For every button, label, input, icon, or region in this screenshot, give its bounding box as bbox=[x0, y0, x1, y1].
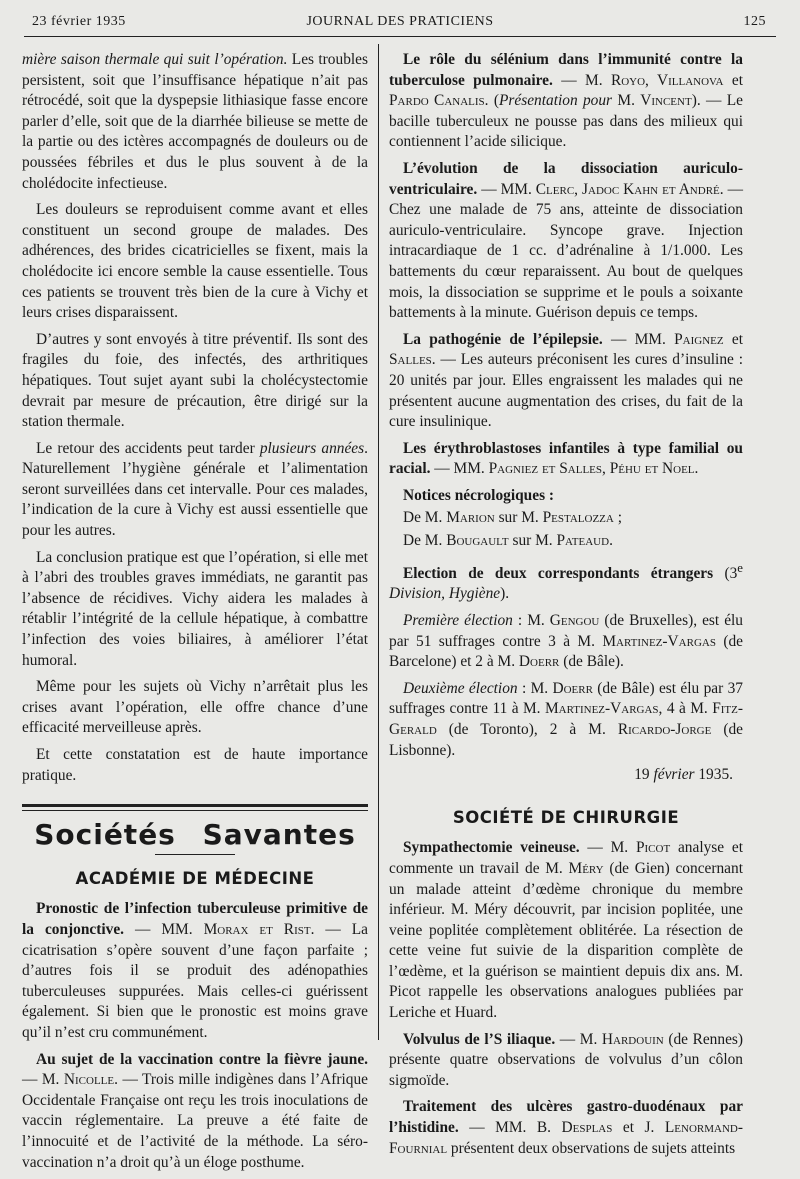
article-title: La pathogénie de l’épilepsie. bbox=[403, 330, 603, 348]
dash: — MM. bbox=[430, 460, 489, 478]
text: (de Lisbonne). bbox=[389, 720, 744, 759]
italic-text: plusieurs années bbox=[259, 439, 365, 457]
date-line bbox=[389, 765, 733, 786]
text: (de Bâle) est élu par 37 suffrages contre 11 à M. bbox=[389, 679, 743, 718]
right-column bbox=[389, 50, 743, 1165]
authors: Desplas bbox=[561, 1119, 613, 1137]
paren: ). bbox=[500, 585, 510, 603]
left-column bbox=[22, 50, 368, 1179]
paragraph-text: Le retour des accidents peut tarder bbox=[36, 439, 260, 457]
dash: — M. bbox=[579, 839, 636, 857]
article-title: Traitement des ulcères gastro-duodénaux par l’histidine. bbox=[389, 1098, 743, 1137]
section-double-rule bbox=[22, 804, 368, 811]
paragraph bbox=[22, 50, 368, 194]
text: 1935. bbox=[694, 766, 733, 784]
authors: Morax et Rist. bbox=[203, 920, 315, 938]
authors: Pateaud bbox=[556, 532, 610, 550]
text: (de Toronto), 2 à M. bbox=[436, 720, 618, 738]
authors: Nicolle. bbox=[63, 1071, 118, 1089]
election-second bbox=[389, 679, 743, 761]
authors: Ricardo-Jorge bbox=[617, 720, 712, 738]
conj: et bbox=[723, 71, 743, 89]
text: : M. bbox=[512, 611, 550, 629]
paren: ). bbox=[691, 92, 701, 110]
italic-text: Division, Hygiène bbox=[389, 585, 501, 603]
article-dissociation bbox=[389, 159, 743, 324]
authors: Bougault bbox=[446, 532, 509, 550]
article-pronostic bbox=[22, 899, 368, 1043]
article-text: présentent deux observations de sujets atteints bbox=[447, 1139, 736, 1157]
paren: (3 bbox=[713, 564, 738, 582]
authors: Martinez-Vargas bbox=[602, 632, 716, 650]
article-text: — Chez une malade de 75 ans, atteinte de dissociation auriculo-ventriculaire. Syncope grave. Injection intracardiaque de 1 cc. d’adrénaline à 1/1.000. Les battements du cœur reparaissent. Au bout de quelques mois, la dissociation se supprime et le pouls a soixante battements à la minute. Guérison depuis ce temps. bbox=[389, 180, 743, 322]
article-title: L’évolution de la dissociation auriculo-ventriculaire. bbox=[389, 159, 743, 198]
text: sur M. bbox=[508, 532, 557, 550]
italic-text: Deuxième élection bbox=[403, 679, 518, 697]
short-rule bbox=[155, 854, 235, 855]
authors: Gengou bbox=[549, 611, 600, 629]
article-title: Le rôle du sélénium dans l’immunité contre la tuberculose pulmonaire. bbox=[389, 51, 743, 89]
authors: Clerc, Jadoc Kahn et André. bbox=[535, 180, 724, 198]
article-erythroblastoses bbox=[389, 439, 743, 480]
paragraph-text: . Naturellement l’hygiène générale et l’alimentation seront surveillées dans cet intervalle. Pour ces malades, l’indication de la cure à Vichy est aussi essentielle que pour les autres. bbox=[22, 439, 368, 540]
academie-title: ACADÉMIE DE MÉDECINE bbox=[75, 868, 315, 888]
paragraph bbox=[22, 439, 368, 542]
article-title: Election de deux correspondants étrangers bbox=[403, 564, 714, 582]
title-m: M. bbox=[612, 92, 641, 110]
article-text: (de Rennes) présente quatre observations de volvulus d’un côlon sigmoïde. bbox=[389, 1030, 744, 1089]
text: (de Bâle). bbox=[559, 653, 624, 671]
authors: Doerr bbox=[552, 679, 593, 697]
authors: Doerr bbox=[518, 653, 560, 671]
notices-block bbox=[389, 486, 743, 552]
article-text: — Les auteurs préconisent les cures d’insuline : 20 unités par jour. Elles engraissent les malades qui ne présentent aucune augmentation des crises, du fait de la cure insulinique. bbox=[389, 351, 743, 431]
paren: ( bbox=[488, 92, 499, 110]
authors: Salles. bbox=[389, 351, 436, 369]
paragraph: Même pour les sujets où Vichy n’arrêtait plus les crises avant l’opération, elle offre chance d’une efficacité merveilleuse après. bbox=[22, 678, 368, 737]
authors: Martinez-Vargas bbox=[544, 700, 659, 718]
text: 19 bbox=[634, 766, 654, 784]
article-vaccination bbox=[22, 1050, 368, 1174]
paragraph-text: Les troubles persistent, soit que l’insuffisance hépatique n’ait pas rétrocédé, soit que la dyspepsie lithiasique fasse encore parler d’elle, soit que de la diarrhée bilieuse se mette de la partie ou des ictères accompagnés de douleurs ou de poussées fébriles et dus le plus souvent à de la cholédocite infectieuse. bbox=[22, 51, 368, 192]
dash: — M. bbox=[22, 1071, 64, 1089]
paragraph: La conclusion pratique est que l’opération, si elle met à l’abri des troubles graves immédiats, ne garantit pas l’absence de récidives. Vichy aidera les malades à rétablir l’intégrité de la cellule hépatique, à combattre l’infection des voies biliaires, à améliorer l’état humoral. bbox=[22, 548, 368, 669]
dash: — MM. bbox=[477, 180, 536, 198]
article-selenium bbox=[389, 50, 743, 153]
header-date: 23 février 1935 bbox=[32, 14, 126, 29]
italic-lead: mière saison thermale qui suit l’opération. bbox=[22, 51, 288, 68]
text: (de Bruxelles), est élu par 51 suffrages contre 3 à M. bbox=[389, 611, 743, 650]
authors: Fitz-Gerald bbox=[389, 700, 743, 738]
text: De M. bbox=[403, 532, 447, 550]
authors: Pestalozza bbox=[542, 509, 614, 527]
article-sympathectomie bbox=[389, 838, 743, 1023]
article-epilepsie bbox=[389, 330, 743, 433]
article-title: Volvulus de l’S iliaque. bbox=[403, 1030, 556, 1048]
dash: — M. bbox=[552, 71, 611, 89]
journal-title: JOURNAL DES PRATICIENS bbox=[306, 14, 494, 29]
dash: — M. bbox=[555, 1030, 602, 1048]
notice-item bbox=[389, 531, 743, 552]
text: , 4 à M. bbox=[658, 700, 713, 718]
dash: — MM. B. bbox=[458, 1119, 562, 1137]
dash: — MM. bbox=[602, 330, 675, 348]
italic-text: février bbox=[653, 766, 695, 784]
text: analyse et commente un travail de M. bbox=[389, 839, 744, 877]
page-header bbox=[24, 10, 776, 36]
authors: Lenormand-Fournial bbox=[389, 1119, 743, 1157]
election-first bbox=[389, 611, 743, 673]
paragraph: Les douleurs se reproduisent comme avant et elles constituent un second groupe de malades. Des adhérences, des brides cicatricielles se fixent, mais la cholédocite ici encore semble la cause essentielle. Tous ces patients se trouvent très bien de la cure à Vichy et leurs crises disparaissent. bbox=[22, 201, 368, 322]
article-ulceres bbox=[389, 1097, 743, 1159]
authors: Hardouin bbox=[601, 1030, 664, 1048]
chirurgie-title: SOCIÉTÉ DE CHIRURGIE bbox=[452, 807, 680, 827]
article-text: — Le bacille tuberculeux ne pousse pas dans des milieux qui contiennent l’acide silicique. bbox=[389, 92, 743, 151]
header-rule bbox=[24, 36, 776, 37]
article-title: Au sujet de la vaccination contre la fièvre jaune. bbox=[36, 1050, 368, 1068]
authors: Royo, Villanova bbox=[610, 71, 724, 89]
text: : M. bbox=[517, 679, 553, 697]
conj: et J. bbox=[612, 1119, 665, 1137]
conj: et bbox=[723, 330, 744, 348]
text: sur M. bbox=[494, 509, 543, 527]
article-volvulus bbox=[389, 1030, 743, 1092]
text: De M. bbox=[403, 509, 447, 527]
authors: Picot bbox=[635, 839, 671, 857]
authors: Vincent bbox=[640, 92, 692, 110]
paragraph: D’autres y sont envoyés à titre préventif. Ils sont des fragiles du foie, des infectés, des arthritiques hépatiques. Tout sujet ayant subi la cholécystectomie devrait par mesure de précaution, être dirigé sur la station thermale. bbox=[22, 330, 368, 431]
article-title: Les érythroblastoses infantiles à type familial ou racial. bbox=[389, 439, 743, 478]
column-divider bbox=[378, 44, 379, 1040]
spacer bbox=[389, 786, 743, 808]
article-title: Sympathectomie veineuse. bbox=[403, 839, 580, 857]
dash: — MM. bbox=[124, 920, 204, 938]
text: (de Barcelone) et 2 à M. bbox=[389, 632, 744, 671]
article-text: (de Gien) concernant un malade atteint d’œdème chronique du membre inférieur. M. Méry découvrit, par incision poplitée, une veine poplitée complètement oblitérée. La résection de cette veine fut suivie de la disparition complète de l’œdème, et la guérison se maintient depuis dix ans. M. Picot rappelle les observations analogues publiées par Leriche et Huard. bbox=[389, 859, 743, 1022]
paragraph: Et cette constatation est de haute importance pratique. bbox=[22, 746, 368, 784]
notices-title: Notices nécrologiques : bbox=[403, 486, 555, 504]
text: ; bbox=[613, 509, 622, 527]
authors: Paignez bbox=[674, 330, 724, 348]
authors: Pardo Canalis. bbox=[389, 92, 489, 110]
notice-item bbox=[389, 508, 743, 529]
section-title: Sociétés Savantes bbox=[34, 818, 356, 852]
election-heading bbox=[389, 558, 743, 605]
article-text: — La cicatrisation s’opère souvent d’une façon parfaite ; d’autres fois il se produit des adénopathies tuberculeuses suppurées. Mais celles-ci guérissent également. Si bien que le pronostic est moins grave qu’il n’est cru communément. bbox=[22, 920, 368, 1041]
italic-text: Première élection bbox=[403, 611, 513, 629]
article-text: — Trois mille indigènes dans l’Afrique Occidentale Française ont reçu les trois inoculations de vaccin réglementaire. La preuve a été faite de l’innocuité et de l’activité de la méthode. La séro-vaccination n’a droit qu’à un éloge posthume. bbox=[22, 1071, 368, 1171]
authors: Pagniez et Salles, Péhu et Noel. bbox=[488, 460, 699, 478]
authors: Méry bbox=[568, 859, 604, 877]
authors: Marion bbox=[446, 509, 495, 527]
italic-text: Présentation pour bbox=[498, 92, 613, 110]
superscript: e bbox=[737, 560, 743, 575]
article-title: Pronostic de l’infection tuberculeuse primitive de la conjonctive. bbox=[22, 900, 368, 938]
text: . bbox=[609, 532, 613, 550]
page-number: 125 bbox=[743, 14, 766, 29]
